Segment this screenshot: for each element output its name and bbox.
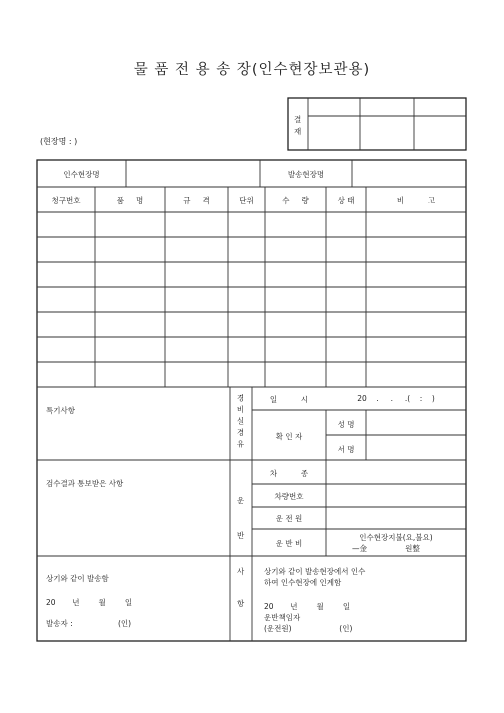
col-condition: 상 태 — [337, 196, 355, 205]
col-request-no: 청구번호 — [51, 196, 81, 205]
transport-side-1: 운 — [237, 496, 245, 505]
col-qty: 수 량 — [282, 196, 309, 205]
inspection-label: 검수결과 통보받은 사항 — [46, 479, 124, 488]
page-title: 물 품 전 용 송 장(인수현장보관용) — [133, 62, 371, 78]
signature-label: 서 명 — [337, 445, 355, 454]
approval-label-bottom: 재 — [294, 127, 302, 136]
expense-side-label: 경비실경유 — [236, 394, 245, 452]
site-name-label: (현장명 : ) — [40, 137, 78, 146]
col-item-name: 품 명 — [116, 196, 144, 205]
carrier-name: (운전원) (인) — [264, 624, 353, 633]
confirmer-label: 확 인 자 — [275, 432, 303, 441]
col-unit: 단위 — [239, 196, 254, 205]
cost-payer: 인수현장지불(요,불요) — [359, 533, 433, 542]
datetime-label: 일 시 — [269, 395, 309, 404]
carrier-date: 20 년 월 일 — [264, 602, 351, 611]
datetime-value: 20 . . .( : ) — [357, 394, 435, 403]
col-spec: 규 격 — [183, 196, 210, 205]
sender-name: 발송자 : (인) — [46, 619, 132, 628]
driver-label: 운 전 원 — [275, 514, 303, 523]
approval-label-top: 결 — [294, 115, 302, 124]
sender-date: 20 년 월 일 — [46, 598, 133, 607]
send-site-label: 발송현장명 — [287, 170, 325, 179]
receive-site-label: 인수현장명 — [63, 170, 100, 179]
col-remarks: 비 고 — [396, 196, 436, 205]
special-notes-label: 특기사항 — [46, 406, 75, 415]
position-label: 성 명 — [337, 420, 355, 429]
vehicle-type-label: 차 종 — [269, 469, 309, 478]
transport-side-4: 항 — [237, 599, 245, 608]
sender-statement: 상기와 같이 발송함 — [46, 574, 109, 583]
carrier-statement-1: 상기와 같이 발송현장에서 인수 — [264, 567, 366, 576]
cost-amount: —金 원整 — [352, 544, 420, 553]
cost-label: 운 반 비 — [275, 539, 303, 548]
plate-no-label: 차량번호 — [274, 492, 304, 501]
transport-side-3: 사 — [237, 567, 245, 576]
carrier-statement-2: 하여 인수현장에 인계함 — [264, 578, 342, 587]
carrier-role: 운반책임자 — [264, 613, 301, 622]
transport-side-2: 반 — [237, 531, 245, 540]
